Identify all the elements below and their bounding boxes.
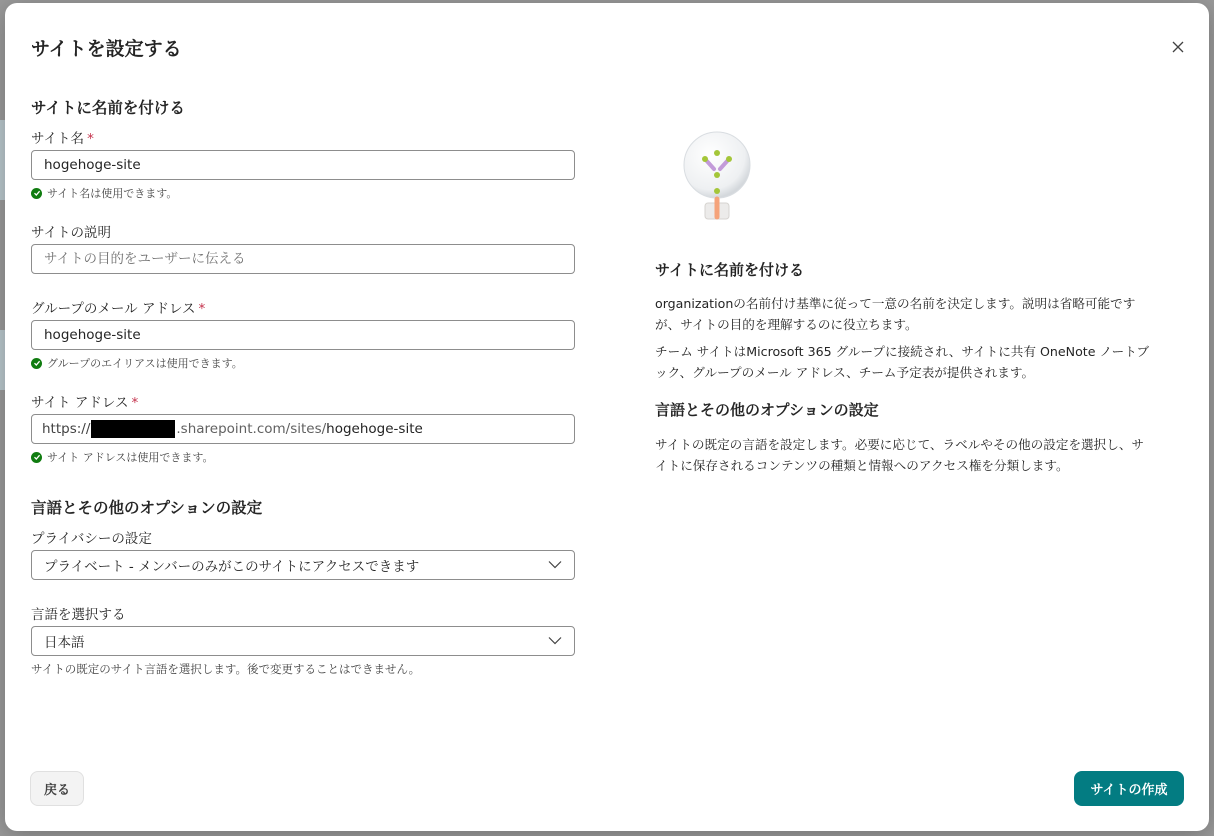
required-mark: * bbox=[131, 395, 139, 411]
site-name-label bbox=[31, 127, 94, 147]
site-name-validation bbox=[31, 185, 177, 201]
success-check-icon bbox=[31, 452, 42, 463]
privacy-label: プライバシーの設定 bbox=[31, 531, 152, 547]
language-selected: 日本語 bbox=[44, 635, 85, 651]
site-address-prefix: https:// bbox=[42, 421, 91, 437]
site-address-validation bbox=[31, 449, 214, 465]
chevron-down-icon bbox=[548, 557, 562, 573]
info-paragraph-team-site: チーム サイトはMicrosoft 365 グループに接続され、サイトに共有 OneNote ノートブック、グループのメール アドレス、チーム予定表が提供されます。 bbox=[655, 344, 1150, 380]
site-address-label bbox=[31, 391, 138, 411]
site-description-label: サイトの説明 bbox=[31, 225, 112, 241]
redacted-tenant bbox=[91, 420, 175, 438]
language-label: 言語を選択する bbox=[31, 607, 126, 623]
privacy-selected: プライベート - メンバーのみがこのサイトにアクセスできます bbox=[44, 559, 420, 575]
site-address-site: hogehoge-site bbox=[326, 421, 423, 437]
back-button[interactable]: 戻る bbox=[30, 771, 84, 806]
site-address-domain: .sharepoint.com/sites/ bbox=[176, 421, 327, 437]
site-setup-dialog bbox=[5, 3, 1209, 831]
language-hint: サイトの既定のサイト言語を選択します。後で変更することはできません。 bbox=[31, 662, 421, 676]
dialog-title: サイトを設定する bbox=[31, 38, 182, 60]
site-address-input[interactable] bbox=[31, 414, 575, 444]
privacy-select[interactable] bbox=[31, 550, 575, 580]
site-description-input[interactable] bbox=[31, 244, 575, 274]
close-button[interactable] bbox=[1167, 37, 1189, 59]
site-name-label-text: サイト名 bbox=[31, 131, 85, 147]
site-address-label-text: サイト アドレス bbox=[31, 395, 129, 411]
site-address-validation-text: サイト アドレスは使用できます。 bbox=[47, 451, 214, 464]
create-site-button[interactable]: サイトの作成 bbox=[1074, 771, 1184, 806]
group-email-label-text: グループのメール アドレス bbox=[31, 301, 196, 317]
info-paragraph-naming: organizationの名前付け基準に従って一意の名前を決定します。説明は省略可能ですが、サイトの目的を理解するのに役立ちます。 bbox=[655, 296, 1136, 332]
success-check-icon bbox=[31, 188, 42, 199]
section-title-name: サイトに名前を付ける bbox=[31, 99, 185, 117]
info-heading-name: サイトに名前を付ける bbox=[655, 261, 804, 279]
site-name-value: hogehoge-site bbox=[44, 157, 141, 173]
group-email-label bbox=[31, 297, 205, 317]
group-email-value: hogehoge-site bbox=[44, 327, 141, 343]
info-heading-options: 言語とその他のオプションの設定 bbox=[655, 401, 879, 419]
section-title-options: 言語とその他のオプションの設定 bbox=[31, 499, 263, 517]
required-mark: * bbox=[198, 301, 206, 317]
group-email-validation bbox=[31, 355, 243, 371]
language-select[interactable] bbox=[31, 626, 575, 656]
group-email-validation-text: グループのエイリアスは使用できます。 bbox=[47, 357, 243, 370]
success-check-icon bbox=[31, 358, 42, 369]
close-icon bbox=[1172, 41, 1184, 53]
site-name-input[interactable] bbox=[31, 150, 575, 180]
required-mark: * bbox=[87, 131, 94, 147]
site-name-validation-text: サイト名は使用できます。 bbox=[47, 187, 178, 200]
lightbulb-icon bbox=[681, 129, 755, 225]
group-email-input[interactable] bbox=[31, 320, 575, 350]
info-paragraph-language: サイトの既定の言語を設定します。必要に応じて、ラベルやその他の設定を選択し、サイトに保存されるコンテンツの種類と情報へのアクセス権を分類します。 bbox=[655, 437, 1145, 473]
chevron-down-icon bbox=[548, 633, 562, 649]
